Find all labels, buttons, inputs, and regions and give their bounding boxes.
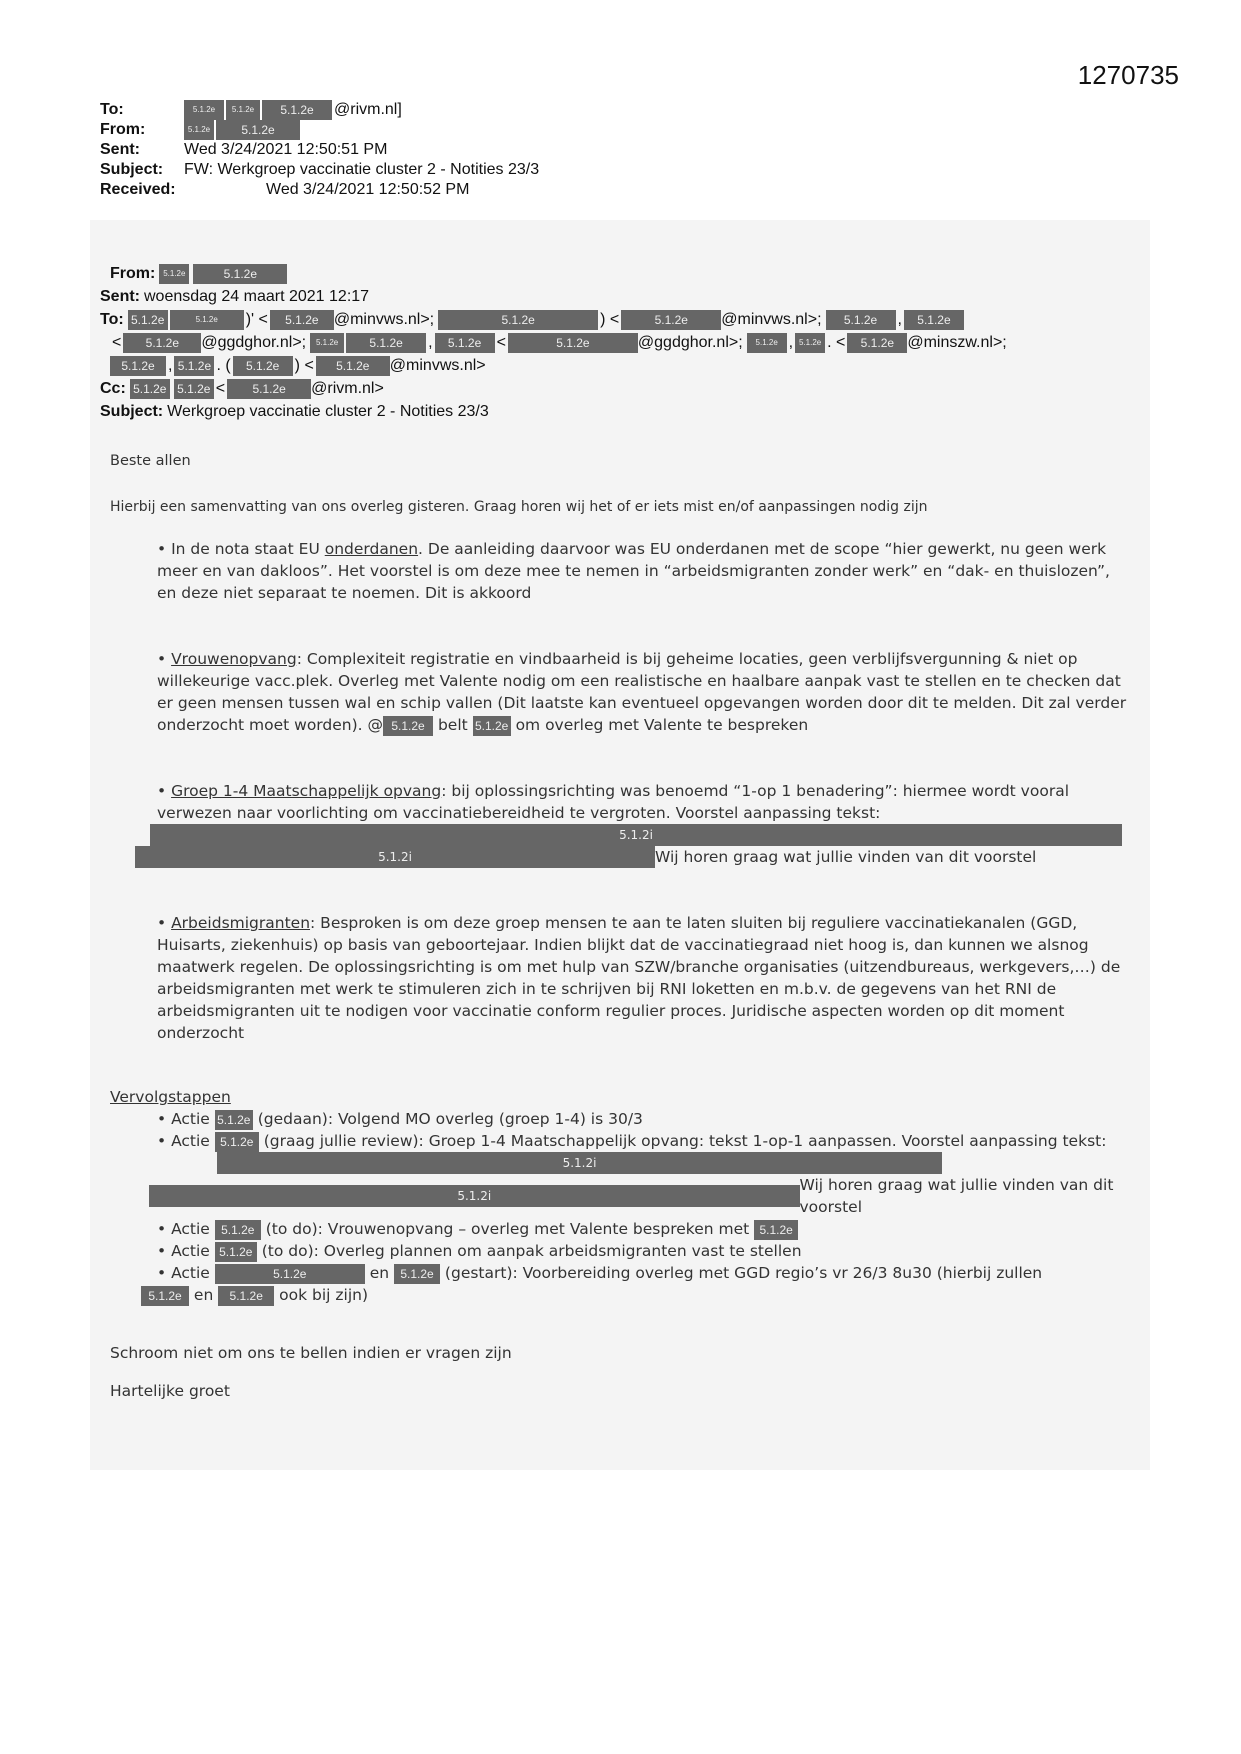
redaction: 5.1.2e xyxy=(438,310,598,330)
redaction: 5.1.2e xyxy=(262,100,332,120)
forwarded-header xyxy=(100,262,1140,423)
fwd-from-row xyxy=(110,262,1140,285)
fwd-cc-label: Cc: xyxy=(100,380,126,397)
redaction: 5.1.2e xyxy=(215,1220,261,1240)
from-label: From: xyxy=(100,121,146,138)
redaction: 5.1.2e xyxy=(826,310,896,330)
redaction: 5.1.2e xyxy=(270,310,334,330)
fwd-sent-label: Sent: xyxy=(100,288,140,305)
action-item-cont: 5.1.2e en 5.1.2e ook bij zijn) xyxy=(141,1284,1137,1306)
redaction: 5.1.2e xyxy=(128,310,168,330)
redaction: 5.1.2e xyxy=(621,310,721,330)
fwd-from-label: From: xyxy=(110,265,156,282)
redaction: 5.1.2e xyxy=(508,333,638,353)
link-arbeidsmigranten: Arbeidsmigranten xyxy=(171,914,311,932)
redaction: 5.1.2e xyxy=(233,356,293,376)
redaction: 5.1.2e xyxy=(110,356,166,376)
redaction: 5.1.2e xyxy=(184,120,214,140)
link-vrouwenopvang: Vrouwenopvang xyxy=(171,650,297,668)
action-tail-row xyxy=(149,1174,1137,1218)
redaction: 5.1.2e xyxy=(170,310,244,330)
document-number: 1270735 xyxy=(1077,60,1179,90)
redaction: 5.1.2e xyxy=(904,310,964,330)
redaction: 5.1.2e xyxy=(847,333,907,353)
fwd-to-row-2: < 5.1.2e @ggdghor.nl>; 5.1.2e 5.1.2e , 5.1.2e < 5.1.2e @ggdghor.nl>; 5.1.2e , 5.1.2e . < 5.1.2e @minszw.nl>; xyxy=(110,331,1140,354)
redaction: 5.1.2e xyxy=(174,356,214,376)
address: @minszw.nl>; xyxy=(907,334,1007,351)
fwd-subject-row xyxy=(100,400,1140,423)
intro: Hierbij een samenvatting van ons overleg gisteren. Graag horen wij het of er iets mist en/of aanpassingen nodig zijn xyxy=(110,499,928,515)
fwd-subject-label: Subject: xyxy=(100,403,164,420)
subject-row xyxy=(100,160,539,180)
redaction: 5.1.2e xyxy=(159,264,189,284)
to-label: To: xyxy=(100,101,124,118)
address: @ggdghor.nl>; xyxy=(201,334,307,351)
actions-list xyxy=(148,1108,1137,1306)
action-tail-text: Wij horen graag wat jullie vinden van dit voorstel xyxy=(799,1176,1114,1216)
received-value: Wed 3/24/2021 12:50:52 PM xyxy=(266,181,470,198)
redaction: 5.1.2e xyxy=(435,333,495,353)
action-item: • Actie 5.1.2e (graag jullie review): Groep 1-4 Maatschappelijk opvang: tekst 1-op-1 aanpassen. Voorstel aanpassing tekst: xyxy=(157,1132,1107,1150)
redaction: 5.1.2e xyxy=(383,716,433,736)
redaction: 5.1.2e xyxy=(141,1286,189,1306)
redaction: 5.1.2e xyxy=(218,1286,274,1306)
from-row xyxy=(100,120,539,140)
redaction: 5.1.2e xyxy=(215,1264,365,1284)
action-item: • Actie 5.1.2e en 5.1.2e (gestart): Voorbereiding overleg met GGD regio’s vr 26/3 8u30 (hierbij zullen xyxy=(157,1264,1043,1282)
groep-tail-text: Wij horen graag wat jullie vinden van dit voorstel xyxy=(655,848,1037,866)
subject-value: FW: Werkgroep vaccinatie cluster 2 - Notities 23/3 xyxy=(184,161,540,178)
redaction: 5.1.2e xyxy=(215,1242,257,1262)
redaction: 5.1.2e xyxy=(310,333,344,353)
email-body xyxy=(110,450,1140,1402)
bullet-arbeidsmigranten: • Arbeidsmigranten: Besproken is om deze groep mensen te aan te laten sluiten bij reguliere vaccinatiekanalen (GGD, Huisarts, ziekenhuis) op basis van geboortejaar. Indien blijkt dat de vaccinatiegraad niet hoog is, dan kunnen we alsnog maatwerk regelen. De oplossingsrichting is om met hulp van SZW/branche organisaties (uitzendbureaus, werkgevers,…) de arbeidsmigranten met werk te stimuleren zich in te schrijven bij RNI loketten en m.b.v. de gegevens van het RNI de arbeidsmigranten uit te nodigen voor vaccinatie conform regulier proces. Juridische aspecten worden op dit moment onderzocht xyxy=(157,914,1121,1042)
closing-line: Schroom niet om ons te bellen indien er vragen zijn xyxy=(110,1344,512,1362)
next-steps-heading: Vervolgstappen xyxy=(110,1088,231,1106)
action-item: • Actie 5.1.2e (to do): Vrouwenopvang – overleg met Valente bespreken met 5.1.2e xyxy=(157,1218,1137,1240)
fwd-to-row: To: 5.1.2e 5.1.2e )' < 5.1.2e @minvws.nl>; 5.1.2e ) < 5.1.2e @minvws.nl>; 5.1.2e , 5.1.2e xyxy=(100,308,1140,331)
redaction-block: 5.1.2i xyxy=(149,1185,800,1207)
address: @rivm.nl> xyxy=(311,380,384,397)
received-row xyxy=(100,180,539,200)
redaction: 5.1.2e xyxy=(130,379,170,399)
fwd-to-row-3: 5.1.2e , 5.1.2e . ( 5.1.2e ) < 5.1.2e @minvws.nl> xyxy=(110,354,1140,377)
link-onderdanen: onderdanen xyxy=(324,540,419,558)
subject-label: Subject: xyxy=(100,161,164,178)
redaction-block: 5.1.2i xyxy=(217,1152,942,1174)
redaction: 5.1.2e xyxy=(795,333,825,353)
redaction-block: 5.1.2i xyxy=(150,824,1122,846)
sent-row xyxy=(100,140,539,160)
address: @ggdghor.nl>; xyxy=(637,334,743,351)
redaction: 5.1.2e xyxy=(754,1220,798,1240)
to-row xyxy=(100,100,539,120)
bullet-groep-1-4: • Groep 1-4 Maatschappelijk opvang: bij oplossingsrichting was benoemd “1-op 1 benadering”: hiermee wordt vooral verwezen naar voorlichting om vaccinatiebereidheid te vergroten. Voorstel aanpassing tekst: xyxy=(157,782,1069,822)
action-item: • Actie 5.1.2e (to do): Overleg plannen om aanpak arbeidsmigranten vast te stellen xyxy=(157,1242,802,1260)
fwd-to-label: To: xyxy=(100,311,124,328)
redaction: 5.1.2e xyxy=(227,379,311,399)
redaction: 5.1.2e xyxy=(316,356,390,376)
address: @minvws.nl>; xyxy=(333,311,435,328)
sent-label: Sent: xyxy=(100,141,140,158)
redaction: 5.1.2e xyxy=(184,100,224,120)
redaction: 5.1.2e xyxy=(226,100,260,120)
redaction: 5.1.2e xyxy=(394,1264,440,1284)
to-address: @rivm.nl] xyxy=(334,101,402,118)
link-groep-1-4: Groep 1-4 Maatschappelijk opvang xyxy=(171,782,442,800)
fwd-subject-value: Werkgroep vaccinatie cluster 2 - Notities 23/3 xyxy=(167,403,489,420)
redaction: 5.1.2e xyxy=(346,333,426,353)
redaction: 5.1.2e xyxy=(193,264,287,284)
action-item: • Actie 5.1.2e (gedaan): Volgend MO overleg (groep 1-4) is 30/3 xyxy=(157,1110,643,1128)
redaction: 5.1.2e xyxy=(216,120,300,140)
fwd-cc-row: Cc: 5.1.2e 5.1.2e < 5.1.2e @rivm.nl> xyxy=(100,377,1140,400)
outer-email-header xyxy=(100,100,539,200)
groep-tail-row xyxy=(135,846,1140,868)
bullet-eu-onderdanen: • In de nota staat EU onderdanen. De aanleiding daarvoor was EU onderdanen met de scope “hier gewerkt, nu geen werk meer en van dakloos”. Het voorstel is om deze mee te nemen in “arbeidsmigranten zonder werk” en “dak- en thuislozen”, en deze niet separaat te noemen. Dit is akkoord xyxy=(157,540,1110,602)
greeting: Beste allen xyxy=(110,453,191,469)
sent-value: Wed 3/24/2021 12:50:51 PM xyxy=(184,141,388,158)
received-label: Received: xyxy=(100,181,176,198)
address: @minvws.nl>; xyxy=(721,311,822,328)
redaction: 5.1.2e xyxy=(473,716,511,736)
fwd-sent-value: woensdag 24 maart 2021 12:17 xyxy=(144,288,370,305)
redaction: 5.1.2e xyxy=(747,333,787,353)
redaction: 5.1.2e xyxy=(215,1110,253,1130)
redaction: 5.1.2e xyxy=(174,379,214,399)
redaction: 5.1.2e xyxy=(123,333,201,353)
redaction-block: 5.1.2i xyxy=(135,846,655,868)
redaction: 5.1.2e xyxy=(215,1132,259,1152)
closing-greeting: Hartelijke groet xyxy=(110,1382,230,1400)
bullet-vrouwenopvang: • Vrouwenopvang: Complexiteit registratie en vindbaarheid is bij geheime locaties, geen verblijfsvergunning & niet op willekeurige vacc.plek. Overleg met Valente nodig om een realistische en haalbare aanpak vast te stellen en te checken dat er geen mensen tussen wal en schip vallen (Dit laatste kan eventueel opgevangen worden door dit te melden. Dit zal verder onderzocht moet worden). @ 5.1.2e belt 5.1.2e om overleg met Valente te bespreken xyxy=(157,650,1127,734)
address: @minvws.nl> xyxy=(389,357,486,374)
fwd-sent-row xyxy=(100,285,1140,308)
